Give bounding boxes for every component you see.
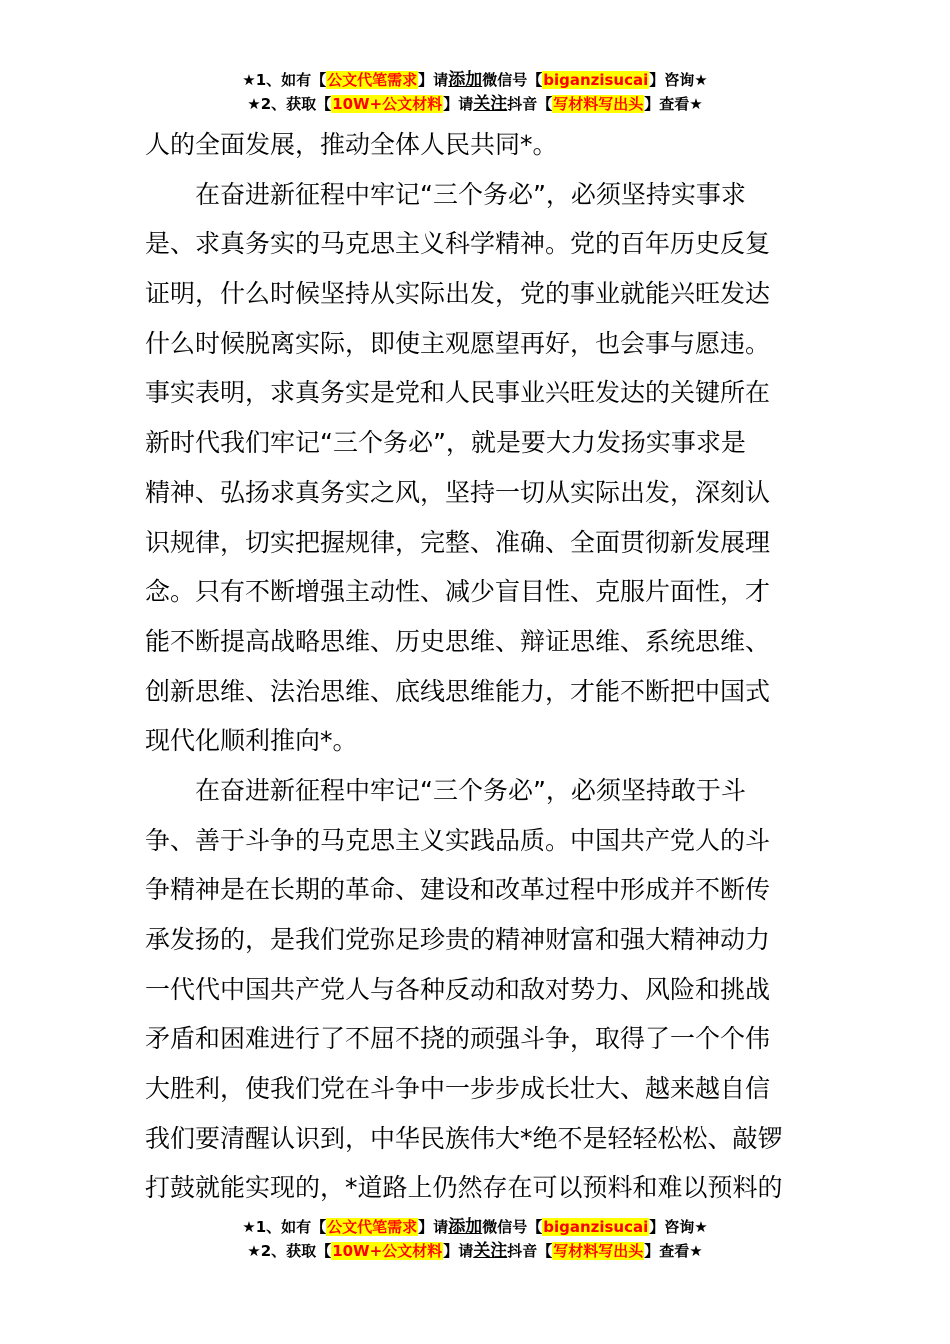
banner-text: ★1、如有【	[242, 1218, 327, 1236]
banner-text: 】查看★	[644, 1242, 703, 1260]
banner-text: 】请	[418, 1218, 449, 1236]
banner-highlight-materials: 10W+公文材料	[332, 95, 443, 113]
text-line: 事实表明，求真务实是党和人民事业兴旺发达的关键所在	[145, 378, 771, 408]
header-banner	[0, 68, 950, 116]
banner-text: 】查看★	[644, 95, 703, 113]
banner-highlight-wechat-id: biganzisucai	[543, 1218, 649, 1236]
banner-highlight-douyin: 写材料写出头	[553, 95, 644, 113]
text-line: 现代化顺利推向*。	[145, 726, 358, 756]
text-line: 精神、弘扬求真务实之风，坚持一切从实际出发，深刻认	[145, 477, 771, 507]
banner-text: 微信号【	[482, 71, 543, 89]
banner-line-2	[0, 1239, 950, 1263]
banner-text: 微信号【	[482, 1218, 543, 1236]
banner-text: 】请	[443, 1242, 474, 1260]
banner-text: 】请	[418, 71, 449, 89]
text-line: 大胜利，使我们党在斗争中一步步成长壮大、越来越自信	[145, 1074, 771, 1104]
banner-line-1	[0, 1215, 950, 1239]
text-line: 证明，什么时候坚持从实际出发，党的事业就能兴旺发达	[145, 279, 771, 309]
text-line: 争、善于斗争的马克思主义实践品质。中国共产党人的斗	[145, 825, 771, 855]
banner-highlight-douyin: 写材料写出头	[553, 1242, 644, 1260]
footer-banner	[0, 1215, 950, 1263]
text-line: 是、求真务实的马克思主义科学精神。党的百年历史反复	[145, 229, 771, 259]
banner-text: 】请	[443, 95, 474, 113]
text-line: 识规律，切实把握规律，完整、准确、全面贯彻新发展理	[145, 527, 771, 557]
text-line: 创新思维、法治思维、底线思维能力，才能不断把中国式	[145, 676, 771, 706]
text-line: 新时代我们牢记“三个务必”，就是要大力发扬实事求是	[145, 428, 746, 458]
text-line: 争精神是在长期的革命、建设和改革过程中形成并不断传	[145, 875, 771, 905]
banner-text: 】咨询★	[649, 71, 708, 89]
text-line: 人的全面发展，推动全体人民共同*。	[145, 130, 558, 159]
text-line: 矛盾和困难进行了不屈不挠的顽强斗争，取得了一个个伟	[145, 1024, 771, 1054]
banner-text: 】咨询★	[649, 1218, 708, 1236]
text-line: 念。只有不断增强主动性、减少盲目性、克服片面性，才	[145, 577, 771, 607]
text-line: 我们要清醒认识到，中华民族伟大*绝不是轻轻松松、敲锣	[145, 1123, 783, 1153]
text-line: 能不断提高战略思维、历史思维、辩证思维、系统思维、	[145, 626, 771, 656]
banner-highlight-service: 公文代笔需求	[327, 1218, 418, 1236]
banner-text: ★2、获取【	[247, 95, 332, 113]
banner-emphasis-add: 添加	[448, 1217, 483, 1237]
banner-line-2	[0, 92, 950, 116]
text-line: 在奋进新征程中牢记“三个务必”，必须坚持实事求	[195, 179, 746, 209]
banner-emphasis-follow: 关注	[473, 94, 508, 114]
banner-emphasis-follow: 关注	[473, 1241, 508, 1261]
text-line: 什么时候脱离实际，即使主观愿望再好，也会事与愿违。	[145, 328, 771, 358]
banner-line-1	[0, 68, 950, 92]
document-body	[145, 120, 810, 1213]
banner-highlight-wechat-id: biganzisucai	[543, 71, 649, 89]
banner-text: ★2、获取【	[247, 1242, 332, 1260]
text-line: 一代代中国共产党人与各种反动和敌对势力、风险和挑战	[145, 974, 771, 1004]
text-line: 承发扬的，是我们党弥足珍贵的精神财富和强大精神动力	[145, 925, 771, 954]
banner-text: 抖音【	[507, 95, 553, 113]
text-line: 在奋进新征程中牢记“三个务必”，必须坚持敢于斗	[195, 775, 746, 805]
banner-text: ★1、如有【	[242, 71, 327, 89]
banner-text: 抖音【	[507, 1242, 553, 1260]
banner-emphasis-add: 添加	[448, 70, 483, 90]
banner-highlight-materials: 10W+公文材料	[332, 1242, 443, 1260]
text-line: 打鼓就能实现的，*道路上仍然存在可以预料和难以预料的	[145, 1173, 783, 1203]
banner-highlight-service: 公文代笔需求	[327, 71, 418, 89]
